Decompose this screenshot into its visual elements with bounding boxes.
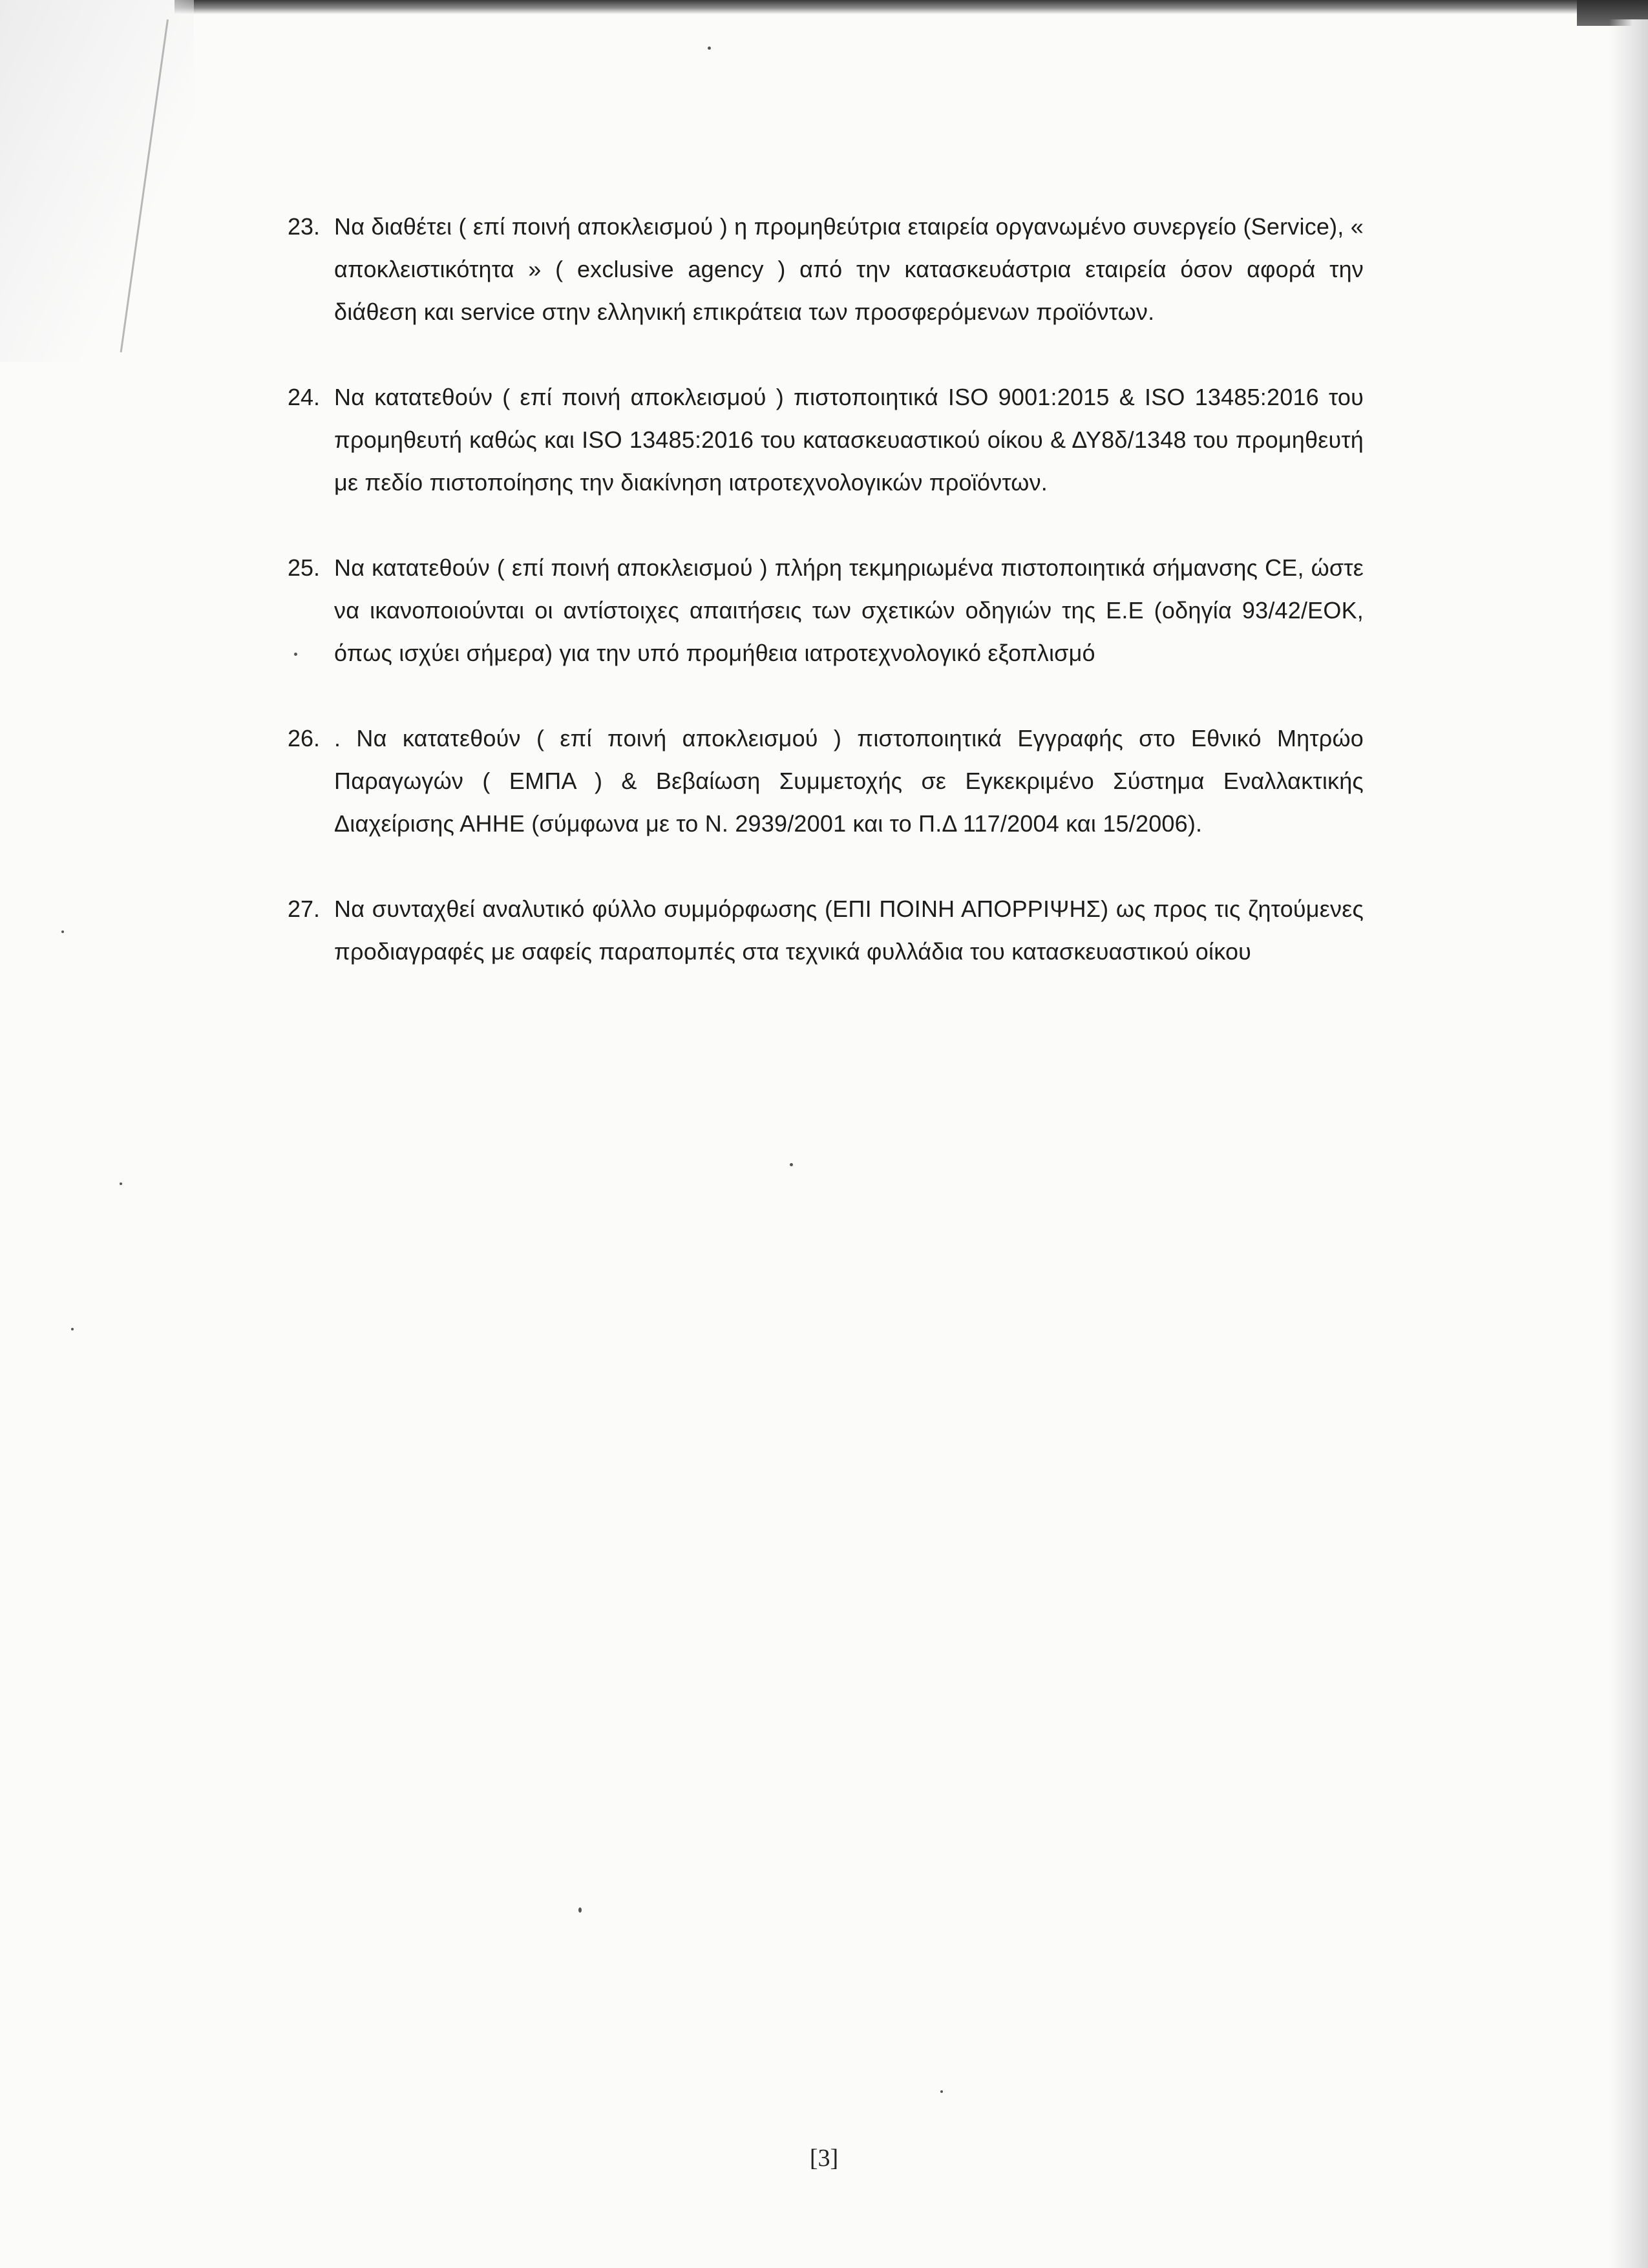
list-item	[288, 205, 1364, 333]
list-item	[288, 547, 1364, 675]
page-fold-shading	[0, 0, 194, 362]
scan-speck	[61, 930, 64, 933]
item-number: 23.	[288, 213, 321, 240]
scan-speck	[790, 1163, 793, 1166]
item-text: Να κατατεθούν ( επί ποινή αποκλεισμού ) πιστοποιητικά ISO 9001:2015 & ISO 13485:2016 του προμηθευτή καθώς και ISO 13485:2016 του κατασκευαστικού οίκου & ΔΥ8δ/1348 του προμηθευτή με πεδίο πιστοποίησης την διακίνηση ιατροτεχνολογικών προϊόντων.	[334, 384, 1364, 496]
list-item	[288, 717, 1364, 845]
scan-speck	[940, 2090, 943, 2093]
page-number: [3]	[809, 2145, 839, 2172]
item-number: 24.	[288, 384, 321, 410]
item-number: 26.	[288, 725, 321, 751]
item-number: 27.	[288, 896, 321, 922]
item-text: Να συνταχθεί αναλυτικό φύλλο συμμόρφωσης (ΕΠΙ ΠΟΙΝΗ ΑΠΟΡΡΙΨΗΣ) ως προς τις ζητούμενες προδιαγραφές με σαφείς παραπομπές στα τεχνικά φυλλάδια του κατασκευαστικού οίκου	[334, 896, 1364, 965]
scan-speck	[120, 1182, 122, 1185]
list-item	[288, 376, 1364, 504]
requirements-list	[288, 205, 1364, 1016]
item-text: Να διαθέτει ( επί ποινή αποκλεισμού ) η προμηθεύτρια εταιρεία οργανωμένο συνεργείο (Service), « αποκλειστικότητα » ( exclusive agency ) από την κατασκευάστρια εταιρεία όσον αφορά την διάθεση και service στην ελληνική επικράτεια των προσφερόμενων προϊόντων.	[334, 213, 1364, 325]
item-number: 25.	[288, 554, 321, 581]
scan-speck	[71, 1328, 74, 1330]
page-right-edge-shadow	[1609, 19, 1648, 2268]
scan-speck	[708, 47, 711, 50]
page-top-edge-shadow	[174, 0, 1577, 14]
list-item	[288, 888, 1364, 973]
item-text: Να κατατεθούν ( επί ποινή αποκλεισμού ) πλήρη τεκμηριωμένα πιστοποιητικά σήμανσης CE, ώστε να ικανοποιούνται οι αντίστοιχες απαιτήσεις των σχετικών οδηγιών της Ε.Ε (οδηγία 93/42/ΕΟΚ, όπως ισχύει σήμερα) για την υπό προμήθεια ιατροτεχνολογικό εξοπλισμό	[334, 554, 1364, 666]
item-text: . Να κατατεθούν ( επί ποινή αποκλεισμού ) πιστοποιητικά Εγγραφής στο Εθνικό Μητρώο Παραγωγών ( ΕΜΠΑ ) & Βεβαίωση Συμμετοχής σε Εγκεκριμένο Σύστημα Εναλλακτικής Διαχείρισης ΑΗΗΕ (σύμφωνα με το Ν. 2939/2001 και το Π.Δ 117/2004 και 15/2006).	[334, 725, 1364, 837]
scan-speck	[578, 1907, 582, 1913]
